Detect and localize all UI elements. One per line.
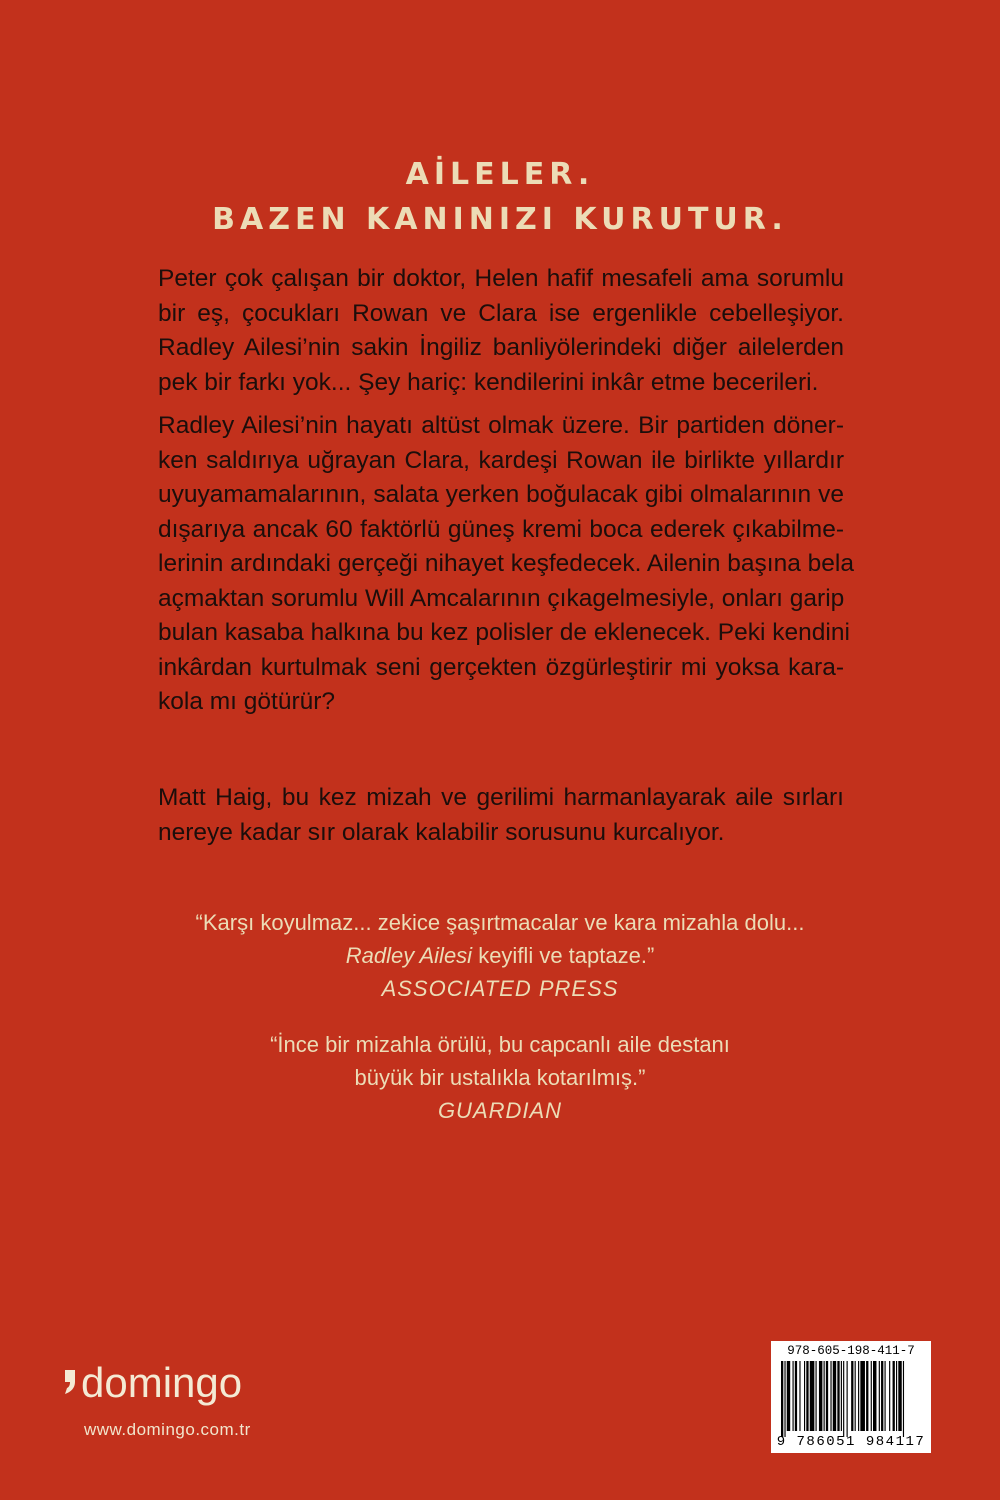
barcode-bar [858, 1361, 859, 1431]
barcode-bar [860, 1361, 865, 1431]
quote-line: “İnce bir mizahla örülü, bu capcanlı aile destanı [270, 1032, 730, 1057]
quote-text: keyifli ve taptaze.” [472, 943, 655, 968]
text-line: açmaktan sorumlu Will Amcalarının çıkagelmesiyle, onları garip [158, 584, 845, 612]
publisher-logo [63, 1359, 243, 1406]
barcode-bar [799, 1361, 800, 1431]
heading-line-1: AİLELER. [405, 157, 595, 192]
text-line: Radley Ailesi’nin sakin İngiliz banliyölerindeki diğer ailelerden [158, 334, 844, 361]
barcode-bar [826, 1361, 828, 1431]
barcode-bar [819, 1361, 822, 1431]
barcode-bar [885, 1361, 886, 1431]
review-quote-1 [0, 906, 1000, 1005]
book-title: Radley Ailesi [345, 943, 473, 968]
barcode-bar [873, 1361, 876, 1431]
publisher-name: domingo [81, 1359, 243, 1406]
barcode-bar [795, 1361, 797, 1431]
text-line: kola mı götürür? [158, 688, 336, 715]
review-quote-2 [0, 1028, 1000, 1127]
text-line: inkârdan kurtulmak seni gerçekten özgürleştirir mi yoksa kara- [158, 653, 844, 681]
barcode-bar [879, 1361, 880, 1431]
barcode-bar [781, 1361, 783, 1437]
barcode-bar [793, 1361, 794, 1431]
quote-source: GUARDIAN [437, 1098, 563, 1123]
back-cover-heading [0, 152, 1000, 242]
barcode-bar [841, 1361, 842, 1431]
text-line: uyuyamamalarının, salata yerken boğulacak gibi olmalarının ve [158, 481, 844, 508]
isbn-number: 978-605-198-411-7 [787, 1344, 915, 1358]
synopsis-paragraph-3 [158, 781, 844, 850]
text-line: lerinin ardındaki gerçeği nihayet keşfedecek. Ailenin başına bela [158, 550, 854, 577]
text-line: nereye kadar sır olarak kalabilir sorusunu kurcalıyor. [158, 818, 725, 846]
barcode-bar [837, 1361, 839, 1431]
barcode-bar [893, 1361, 895, 1431]
barcode-bar [851, 1361, 853, 1431]
barcode-digits-left: 786051 [796, 1434, 856, 1450]
barcode-bar [896, 1361, 897, 1431]
text-line: dışarıya ancak 60 faktörlü güneş kremi boca ederek çıkabilme- [158, 515, 844, 543]
publisher-url: www.domingo.com.tr [84, 1420, 251, 1439]
barcode-bar [843, 1361, 844, 1437]
barcode-bar [855, 1361, 856, 1431]
barcode-bar [830, 1361, 831, 1431]
barcode-digit-first: 9 [776, 1434, 787, 1450]
quote-line [0, 939, 1000, 972]
synopsis-paragraph-1 [158, 262, 844, 400]
quote-line: “Karşı koyulmaz... zekice şaşırtmacalar ve kara mizahla dolu... [195, 910, 805, 935]
synopsis-paragraph-2 [158, 409, 854, 720]
heading-line-2: BAZEN KANINIZI KURUTUR. [212, 202, 788, 237]
barcode-bar [784, 1361, 785, 1437]
barcode-digits-right: 984117 [865, 1434, 926, 1450]
text-line: bir eş, çocukları Rowan ve Clara ise ergenlikle cebelleşiyor. [158, 299, 844, 327]
text-line: ken saldırıya uğrayan Clara, kardeşi Rowan ile birlikte yıllardır [158, 446, 844, 474]
barcode-bar [804, 1361, 805, 1431]
barcode-bar [903, 1361, 904, 1437]
quote-source: ASSOCIATED PRESS [381, 976, 619, 1001]
text-line: Radley Ailesi’nin hayatı altüst olmak üzere. Bir partiden döner- [158, 412, 844, 439]
barcode-bar [866, 1361, 868, 1431]
quote-line: büyük bir ustalıkla kotarılmış.” [354, 1065, 646, 1090]
barcode-bars [777, 1361, 925, 1437]
barcode-bar [787, 1361, 790, 1431]
barcode-bar [847, 1361, 848, 1437]
text-line: Peter çok çalışan bir doktor, Helen hafif mesafeli ama sorumlu [158, 265, 844, 292]
barcode-bar [881, 1361, 883, 1431]
barcode-bar [889, 1361, 890, 1431]
domingo-mark-icon [63, 1370, 77, 1394]
barcode-digits [771, 1434, 931, 1450]
barcode-bar [806, 1361, 808, 1431]
barcode-bar [824, 1361, 825, 1431]
barcode-bar [810, 1361, 815, 1431]
barcode-bar [833, 1361, 836, 1431]
text-line: Matt Haig, bu kez mizah ve gerilimi harmanlayarak aile sırları [158, 784, 844, 811]
isbn-barcode [771, 1341, 931, 1453]
barcode-bar [898, 1361, 901, 1431]
text-line: bulan kasaba halkına bu kez polisler de eklenecek. Peki kendini [158, 619, 850, 646]
barcode-bar [816, 1361, 817, 1431]
text-line: pek bir farkı yok... Şey hariç: kendilerini inkâr etme becerileri. [158, 368, 819, 396]
barcode-bar [871, 1361, 872, 1431]
